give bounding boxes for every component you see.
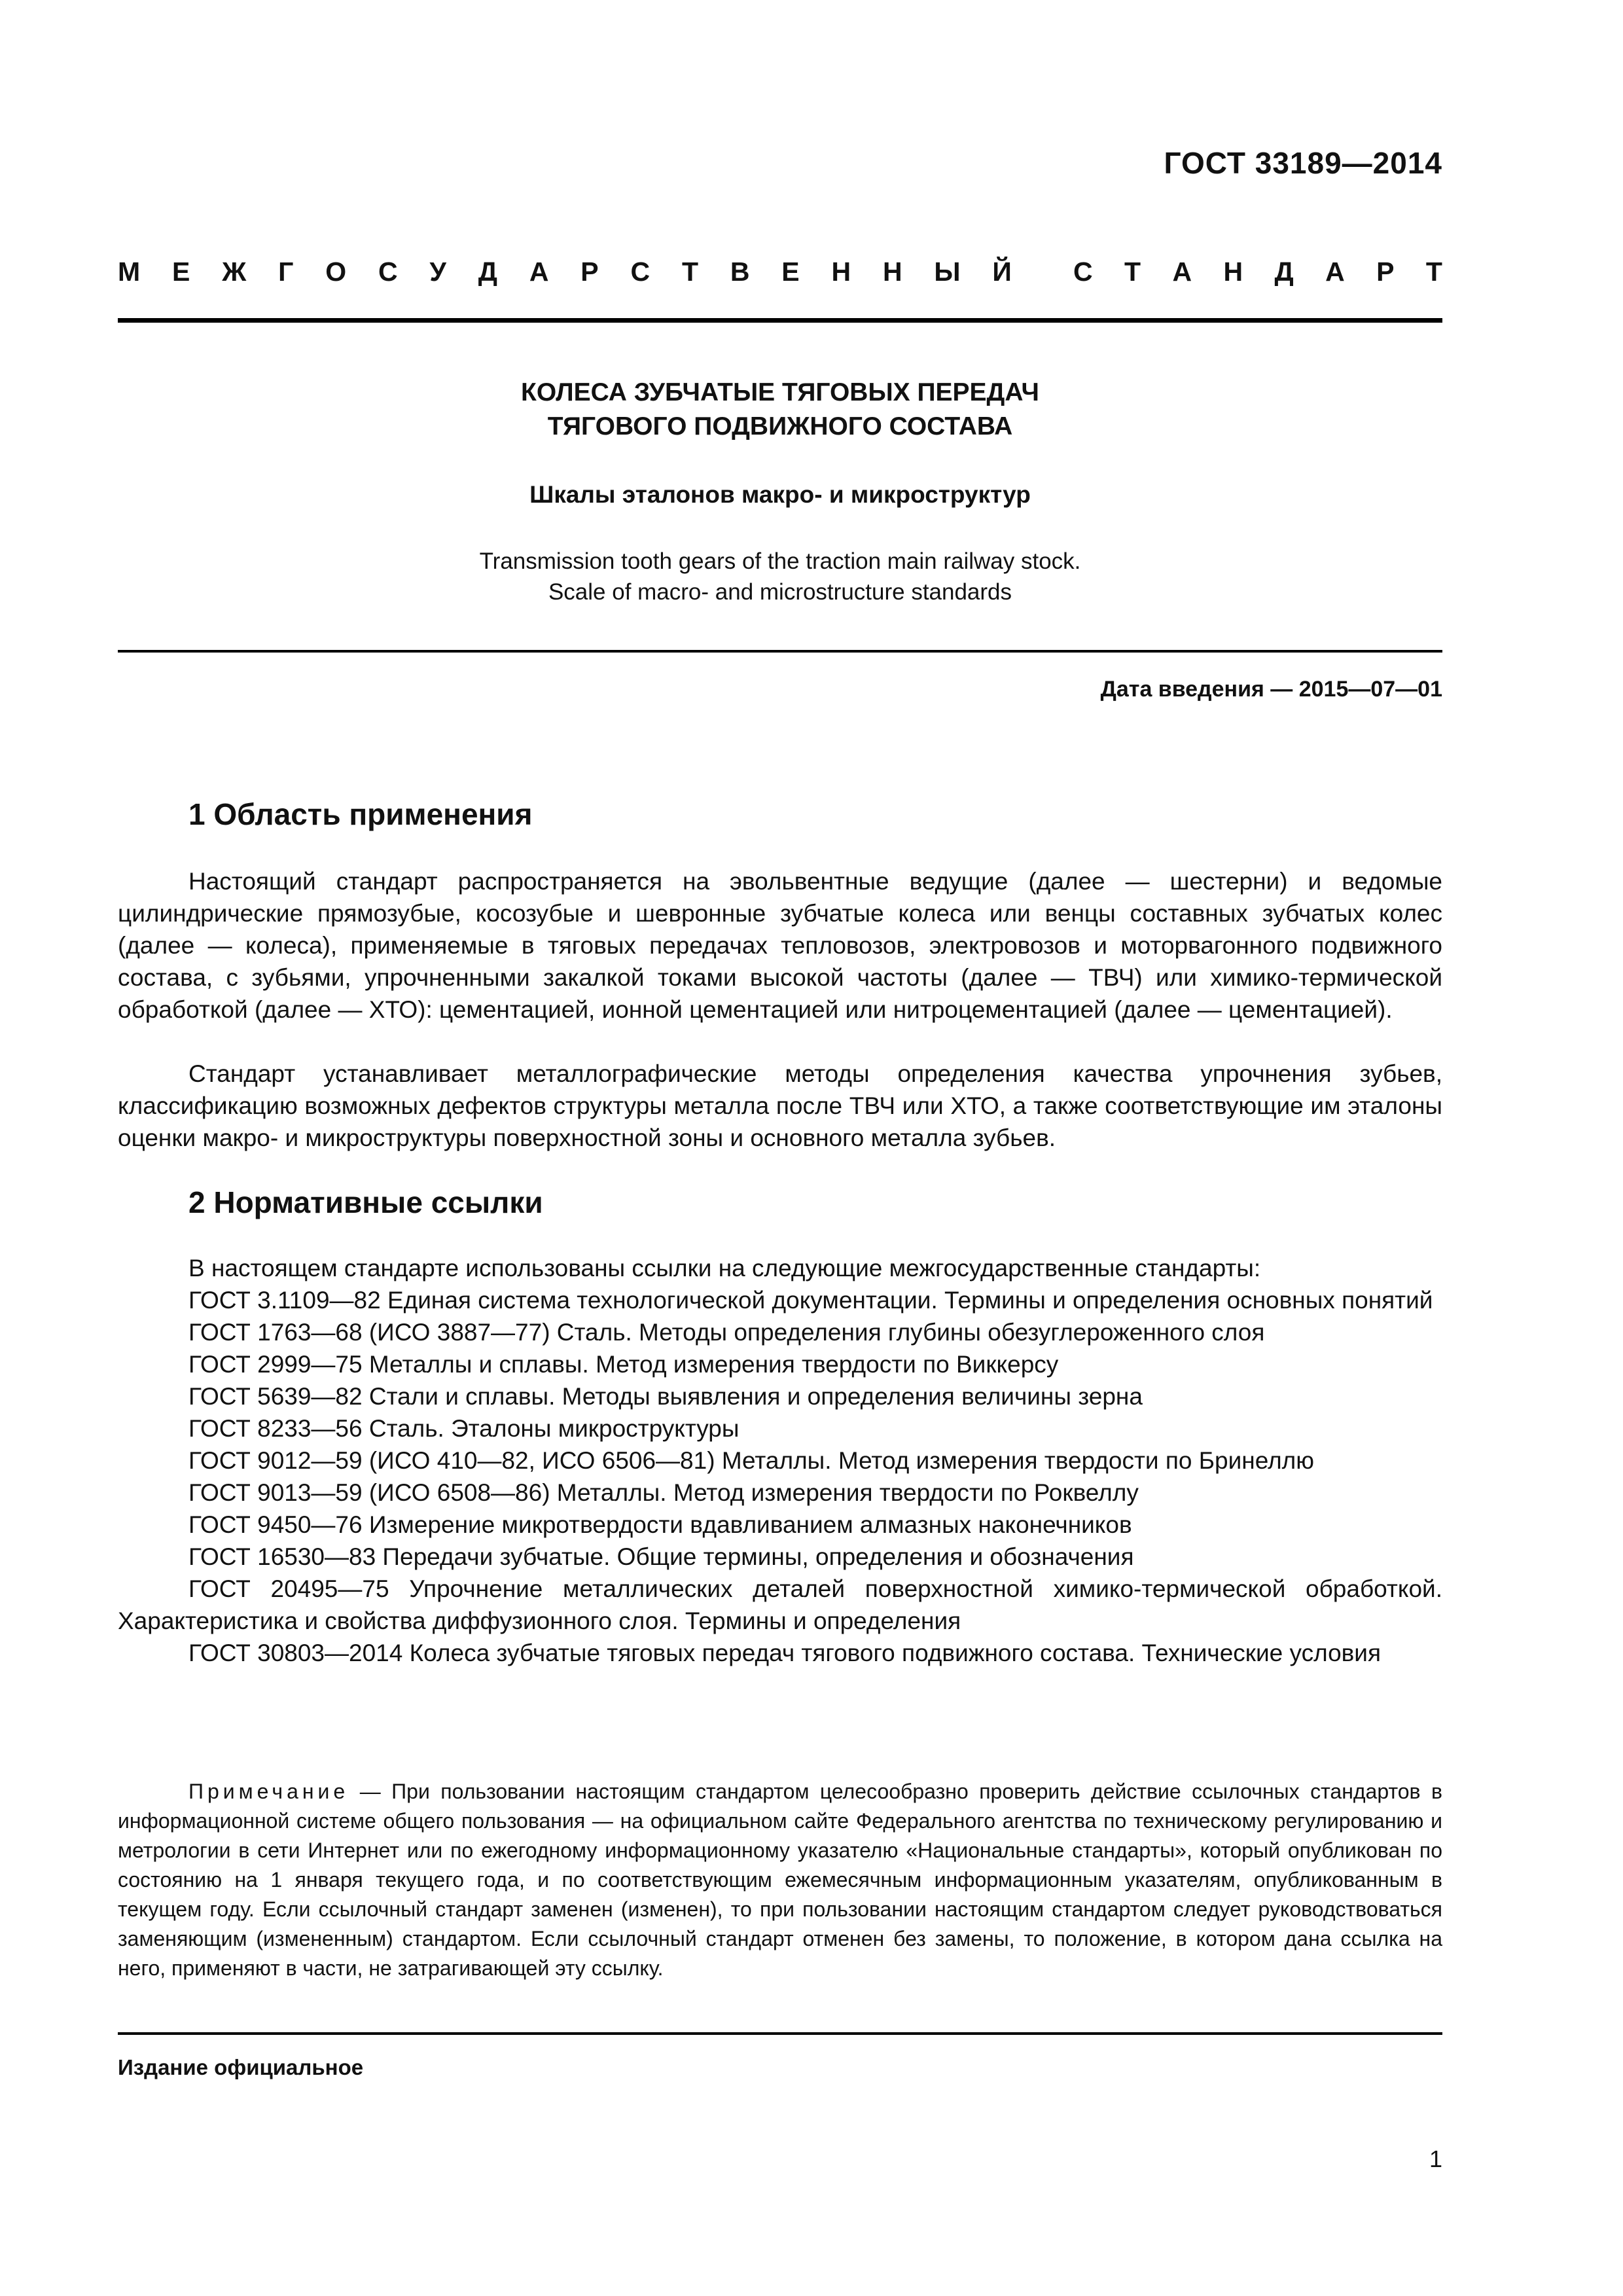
- reference-item: ГОСТ 8233—56 Сталь. Эталоны микроструктуры: [188, 1415, 740, 1442]
- section-1-paragraph-1: Настоящий стандарт распространяется на эвольвентные ведущие (далее — шестерни) и ведомые цилиндрические прямозубые, косозубые и шевронные зубчатые колеса или венцы составных зубчатых колес (далее — колеса), применяемые в тяговых передачах тепловозов, электровозов и моторвагонного подвижного состава, с зубьями, упрочненными закалкой токами высокой частоты (далее — ТВЧ) или химико-термической обработкой (далее — ХТО): цементацией, ионной цементацией или нитроцементацией (далее — цементацией).: [118, 868, 1442, 1023]
- section-1-paragraph-2: Стандарт устанавливает металлографические методы определения качества упрочнения зубьев, классификацию возможных дефектов структуры металла после ТВЧ или ХТО, а также соответствующие им эталоны оценки макро- и микроструктуры поверхностной зоны и основного металла зубьев.: [118, 1060, 1442, 1151]
- section-2-heading: 2 Нормативные ссылки: [188, 1185, 543, 1219]
- note-label: Примечание: [188, 1780, 349, 1803]
- document-title-line-2: ТЯГОВОГО ПОДВИЖНОГО СОСТАВА: [547, 412, 1013, 440]
- interstate-word-2: С Т А Н Д А Р Т: [1073, 257, 1442, 287]
- document-title-line-1: КОЛЕСА ЗУБЧАТЫЕ ТЯГОВЫХ ПЕРЕДАЧ: [521, 378, 1039, 406]
- reference-item: ГОСТ 1763—68 (ИСО 3887—77) Сталь. Методы определения глубины обезуглероженного слоя: [188, 1319, 1265, 1346]
- section-2-note: [118, 1777, 1442, 1983]
- official-edition-label: Издание официальное: [118, 2055, 364, 2079]
- reference-list: [118, 1284, 1442, 1669]
- reference-item: ГОСТ 5639—82 Стали и сплавы. Методы выявления и определения величины зерна: [188, 1383, 1143, 1410]
- english-title-line-1: Transmission tooth gears of the traction main railway stock.: [479, 548, 1081, 574]
- reference-item: ГОСТ 9012—59 (ИСО 410—82, ИСО 6506—81) Металлы. Метод измерения твердости по Бринеллю: [188, 1447, 1314, 1474]
- reference-item: ГОСТ 9013—59 (ИСО 6508—86) Металлы. Метод измерения твердости по Роквеллу: [188, 1479, 1139, 1506]
- reference-item: ГОСТ 9450—76 Измерение микротвердости вдавливанием алмазных наконечников: [188, 1511, 1132, 1538]
- document-subtitle: Шкалы эталонов макро- и микроструктур: [529, 481, 1031, 508]
- reference-item: ГОСТ 2999—75 Металлы и сплавы. Метод измерения твердости по Виккерсу: [188, 1351, 1059, 1378]
- reference-item: ГОСТ 3.1109—82 Единая система технологической документации. Термины и определения основных понятий: [188, 1287, 1433, 1314]
- interstate-standard-banner: [118, 257, 1442, 287]
- title-divider: [118, 650, 1442, 653]
- page-number: 1: [1429, 2145, 1442, 2172]
- reference-item: ГОСТ 30803—2014 Колеса зубчатые тяговых передач тягового подвижного состава. Технические условия: [188, 1640, 1382, 1666]
- reference-item: ГОСТ 16530—83 Передачи зубчатые. Общие термины, определения и обозначения: [188, 1543, 1134, 1570]
- document-page: [118, 0, 1442, 2296]
- interstate-word-1: М Е Ж Г О С У Д А Р С Т В Е Н Н Ы Й: [118, 257, 1012, 287]
- section-1-heading: 1 Область применения: [188, 797, 533, 831]
- top-divider: [118, 318, 1442, 323]
- note-text: — При пользовании настоящим стандартом целесообразно проверить действие ссылочных стандартов в информационной системе общего пользования — на официальном сайте Федерального агентства по техническому регулированию и метрологии в сети Интернет или по ежегодному информационному указателю «Национальные стандарты», который опубликован по состоянию на 1 января текущего года, и по соответствующим ежемесячным информационным указателям, опубликованным в текущем году. Если ссылочный стандарт заменен (изменен), то при пользовании настоящим стандартом следует руководствоваться заменяющим (измененным) стандартом. Если ссылочный стандарт отменен без замены, то положение, в котором дана ссылка на него, применяют в части, не затрагивающей эту ссылку.: [118, 1780, 1443, 1980]
- section-2-intro: В настоящем стандарте использованы ссылки на следующие межгосударственные стандарты:: [188, 1255, 1261, 1282]
- reference-item: ГОСТ 20495—75 Упрочнение металлических деталей поверхностной химико-термической обработкой. Характеристика и свойства диффузионного слоя. Термины и определения: [118, 1575, 1442, 1634]
- bottom-divider: [118, 2032, 1442, 2035]
- english-title-line-2: Scale of macro- and microstructure standards: [548, 579, 1012, 605]
- gost-number: ГОСТ 33189—2014: [1164, 146, 1442, 180]
- introduction-date: Дата введения — 2015—07—01: [1100, 677, 1442, 702]
